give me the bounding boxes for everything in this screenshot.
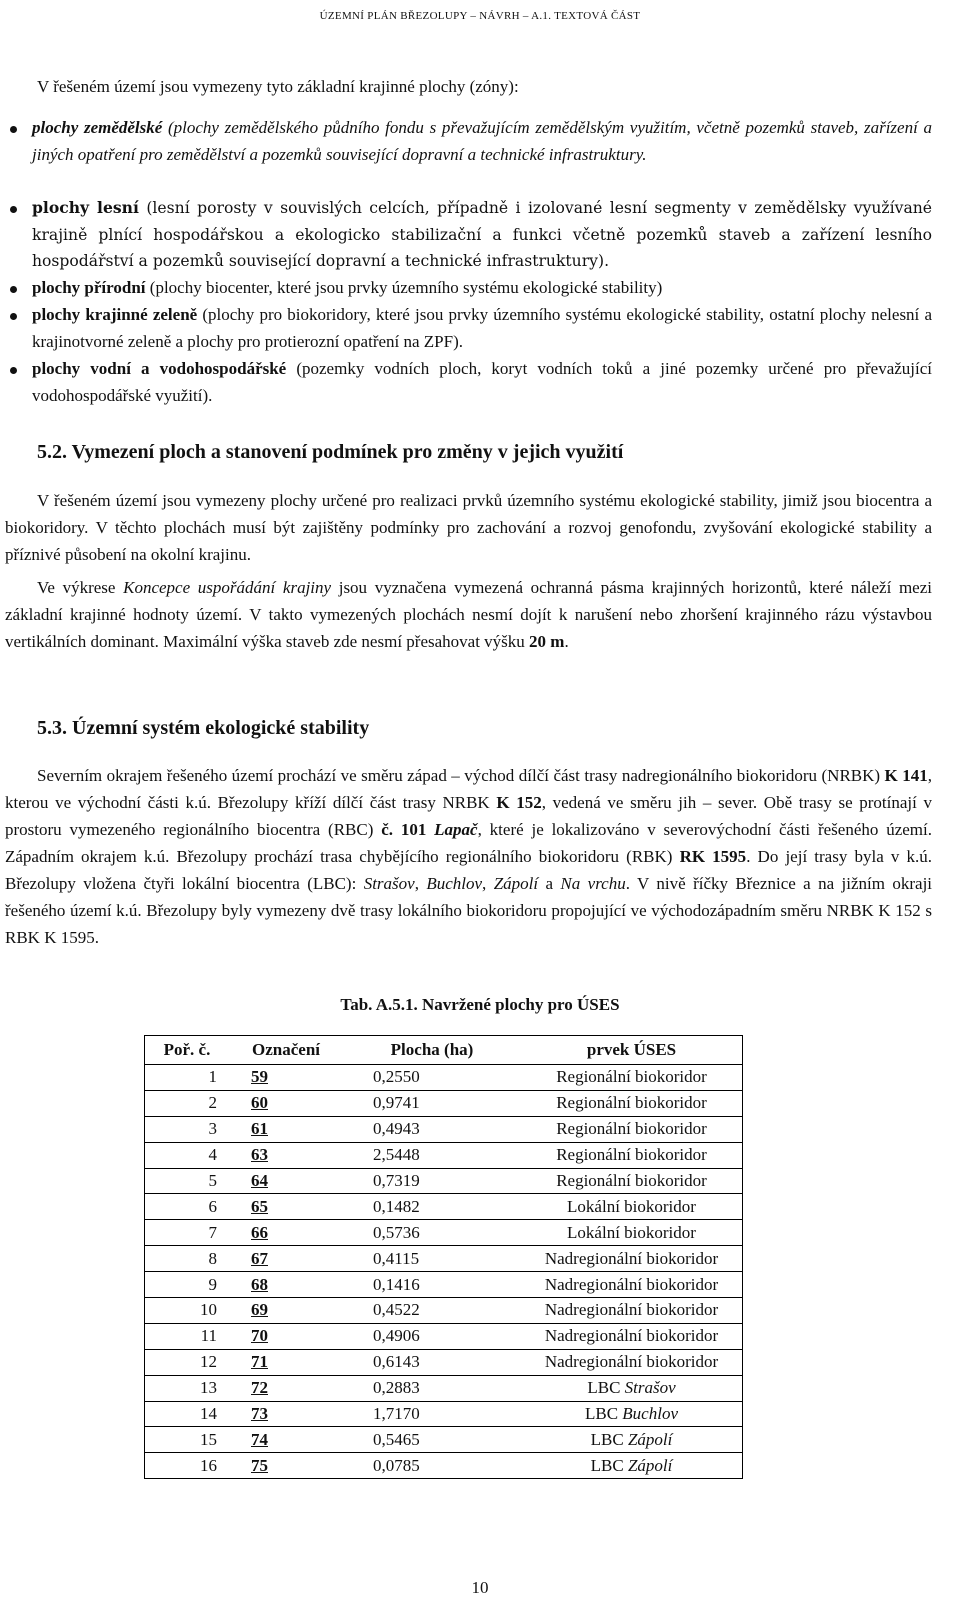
list-item-term: plochy lesní [32, 198, 139, 217]
area-designation: 63 [229, 1142, 343, 1168]
paragraph-text: . [564, 632, 569, 651]
section-5-2-paragraph-1: V řešeném území jsou vymezeny plochy určené pro realizaci prvků územního systému ekologické stability, jimiž jsou biocentra a biokoridory. V těchto plochách musí být zajištěny podmínky pro zachování a rozvoj genofondu, zvyšování ekologické stability a příznivé působení na okolní krajinu. [5, 491, 932, 564]
element-type: Nadregionální biokoridor [544, 1300, 719, 1320]
paragraph-text: , [414, 874, 427, 893]
height-limit: 20 m [529, 632, 565, 651]
uses-element [521, 1246, 743, 1272]
uses-element [521, 1168, 743, 1194]
header-text: ÚZEMNÍ PLÁN BŘEZOLUPY – NÁVRH – A.1. TEXTOVÁ ČÁST [319, 10, 641, 22]
list-item [32, 115, 932, 195]
table-row [145, 1323, 743, 1349]
table-row [145, 1194, 743, 1220]
area-size: 0,9741 [343, 1090, 521, 1116]
bullet-icon [10, 286, 17, 293]
element-type: Lokální biokoridor [567, 1196, 696, 1216]
table-row [145, 1090, 743, 1116]
paragraph-text: Severním okrajem řešeného území prochází ve směru západ – východ dílčí část trasy nadregionálního biokoridoru (NRBK) [37, 766, 885, 785]
area-designation: 66 [229, 1220, 343, 1246]
row-number: 3 [145, 1116, 230, 1142]
list-item-text: (plochy zemědělského půdního fondu s převažujícím zemědělským využitím, včetně pozemků staveb, zařízení a jiných opatření pro zemědělství a pozemků související dopravní a technické infrastruktury. [32, 118, 932, 164]
paragraph-text: a [538, 874, 561, 893]
area-size: 0,1482 [343, 1194, 521, 1220]
list-item-text: (lesní porosty v souvislých celcích, případně i izolované lesní segmenty v zemědělsky využívané krajině plnící hospodářskou a ekologicko stabilizační a funkci včetně pozemků staveb a zařízení lesního hospodářství a pozemků související dopravní a technické infrastruktury). [32, 199, 933, 271]
row-number: 13 [145, 1375, 230, 1401]
paragraph-text: , [482, 874, 494, 893]
paragraph-text: , kterou ve východní části k.ú. Březolupy kříží dílčí část trasy NRBK [5, 766, 932, 812]
table-row [145, 1349, 743, 1375]
area-size: 0,4522 [343, 1298, 521, 1324]
uses-element [521, 1142, 743, 1168]
biocenter-name: Lapač [434, 820, 478, 839]
element-type: LBC [587, 1378, 625, 1398]
table-row [145, 1375, 743, 1401]
area-designation: 60 [229, 1090, 343, 1116]
row-number: 14 [145, 1401, 230, 1427]
list-item [32, 195, 932, 275]
area-designation: 67 [229, 1246, 343, 1272]
area-designation: 59 [229, 1065, 343, 1091]
element-name: Buchlov [622, 1404, 678, 1424]
area-size: 0,6143 [343, 1349, 521, 1375]
running-header [0, 10, 960, 22]
area-designation: 75 [229, 1453, 343, 1479]
column-header: Plocha (ha) [343, 1036, 521, 1065]
table-row [145, 1401, 743, 1427]
bullet-icon [10, 313, 17, 320]
element-type: Nadregionální biokoridor [544, 1352, 719, 1372]
biocenter-name: Na vrchu [560, 874, 626, 893]
column-header: Označení [229, 1036, 343, 1065]
area-size: 0,4906 [343, 1323, 521, 1349]
table-caption: Tab. A.5.1. Navržené plochy pro ÚSES [340, 995, 620, 1014]
list-item [32, 302, 932, 356]
bullet-icon [10, 206, 17, 213]
row-number: 10 [145, 1298, 230, 1324]
corridor-code: K 152 [496, 793, 542, 812]
uses-element [521, 1090, 743, 1116]
uses-element [521, 1194, 743, 1220]
table-row [145, 1168, 743, 1194]
row-number: 16 [145, 1453, 230, 1479]
list-item-text: (plochy pro biokoridory, které jsou prvky územního systému ekologické stability, ostatní plochy nelesní a krajinotvorné zeleně a plochy pro protierozní opatření na ZPF). [32, 305, 932, 351]
element-type: Nadregionální biokoridor [544, 1326, 719, 1346]
intro-text: V řešeném území jsou vymezeny tyto základní krajinné plochy (zóny): [37, 77, 519, 96]
list-item [32, 275, 932, 302]
section-heading-5-2: 5.2. Vymezení ploch a stanovení podmínek pro změny v jejich využití [37, 441, 624, 463]
area-designation: 69 [229, 1298, 343, 1324]
area-size: 0,0785 [343, 1453, 521, 1479]
area-designation: 73 [229, 1401, 343, 1427]
table-row [145, 1453, 743, 1479]
area-designation: 74 [229, 1427, 343, 1453]
element-name: Zápolí [627, 1455, 673, 1475]
list-item-term: plochy krajinné zeleně [32, 305, 198, 324]
element-type: Regionální biokoridor [556, 1171, 707, 1190]
list-item [32, 356, 932, 410]
table-row [145, 1298, 743, 1324]
uses-element [521, 1272, 743, 1298]
area-size: 0,2883 [343, 1375, 521, 1401]
area-size: 0,2550 [343, 1065, 521, 1091]
page-number: 10 [471, 1578, 489, 1597]
table-row [145, 1246, 743, 1272]
biocenter-number: č. 101 [381, 820, 435, 839]
area-designation: 61 [229, 1116, 343, 1142]
map-reference: Koncepce uspořádání krajiny [123, 578, 332, 597]
table-row [145, 1142, 743, 1168]
uses-table [144, 1035, 743, 1479]
uses-element [521, 1323, 743, 1349]
row-number: 9 [145, 1272, 230, 1298]
uses-element [521, 1116, 743, 1142]
uses-element [521, 1220, 743, 1246]
biocenter-name: Strašov [363, 874, 415, 893]
uses-element [521, 1401, 743, 1427]
biocenter-name: Buchlov [426, 874, 483, 893]
list-item-text: (pozemky vodních ploch, koryt vodních toků a jiné pozemky určené pro převažující vodohospodářské využití). [32, 359, 932, 405]
paragraph-text: , vedená ve směru jih – sever. Obě trasy se protínají v prostoru vymezeného regionálního biocentra (RBC) [5, 793, 932, 839]
uses-element [521, 1375, 743, 1401]
row-number: 5 [145, 1168, 230, 1194]
row-number: 11 [145, 1323, 230, 1349]
element-name: Strašov [624, 1378, 676, 1398]
bullet-icon [10, 126, 17, 133]
row-number: 15 [145, 1427, 230, 1453]
bullet-icon [10, 367, 17, 374]
area-size: 0,7319 [343, 1168, 521, 1194]
element-type: LBC [590, 1455, 628, 1475]
row-number: 12 [145, 1349, 230, 1375]
uses-element [521, 1453, 743, 1479]
uses-element [521, 1427, 743, 1453]
section-heading-5-3: 5.3. Územní systém ekologické stability [37, 717, 370, 739]
area-designation: 70 [229, 1323, 343, 1349]
biocenter-name: Zápolí [493, 874, 539, 893]
uses-element [521, 1065, 743, 1091]
area-size: 0,4115 [343, 1246, 521, 1272]
row-number: 1 [145, 1065, 230, 1091]
table-row [145, 1272, 743, 1298]
uses-element [521, 1298, 743, 1324]
table-row [145, 1220, 743, 1246]
list-item-term: plochy vodní a vodohospodářské [32, 359, 287, 378]
area-designation: 65 [229, 1194, 343, 1220]
table-row [145, 1427, 743, 1453]
element-type: Lokální biokoridor [567, 1222, 696, 1242]
paragraph-text: , které je lokalizováno v severovýchodní části řešeného území. Západním okrajem k.ú. Březolupy prochází trasa chybějícího regionálního biokoridoru (RBK) [5, 820, 932, 866]
paragraph-text: jsou vyznačena vymezená ochranná pásma krajinných horizontů, které náleží mezi základní krajinné hodnoty území. V takto vymezených plochách nesmí dojít k narušení nebo zhoršení krajinného rázu výstavbou vertikálních dominant. Maximální výška staveb zde nesmí přesahovat výšku [5, 578, 932, 651]
table-header-row [145, 1036, 743, 1065]
paragraph-text: . Do její trasy byla v k.ú. Březolupy vložena čtyři lokální biocentra (LBC): [5, 847, 932, 893]
zone-list [32, 115, 932, 410]
list-item-term: plochy přírodní [32, 278, 146, 297]
paragraph-text: Ve výkrese [37, 578, 124, 597]
area-designation: 64 [229, 1168, 343, 1194]
element-type: Nadregionální biokoridor [544, 1248, 719, 1268]
area-size: 2,5448 [343, 1142, 521, 1168]
element-type: Regionální biokoridor [556, 1067, 707, 1087]
column-header: Poř. č. [145, 1036, 230, 1065]
area-designation: 72 [229, 1375, 343, 1401]
column-header: prvek ÚSES [521, 1036, 743, 1065]
element-name: Zápolí [627, 1429, 673, 1449]
list-item-text: (plochy biocenter, které jsou prvky územního systému ekologické stability) [145, 278, 663, 297]
area-size: 0,5465 [343, 1427, 521, 1453]
element-type: Nadregionální biokoridor [544, 1274, 719, 1294]
area-designation: 68 [229, 1272, 343, 1298]
row-number: 7 [145, 1220, 230, 1246]
row-number: 6 [145, 1194, 230, 1220]
row-number: 4 [145, 1142, 230, 1168]
area-size: 0,5736 [343, 1220, 521, 1246]
corridor-code: RK 1595 [679, 847, 747, 866]
area-designation: 71 [229, 1349, 343, 1375]
uses-element [521, 1349, 743, 1375]
element-type: LBC [590, 1429, 628, 1449]
row-number: 2 [145, 1090, 230, 1116]
section-5-2-paragraph-2 [5, 574, 932, 655]
element-type: Regionální biokoridor [556, 1093, 707, 1113]
table-row [145, 1065, 743, 1091]
paragraph-text: . V nivě říčky Březnice a na jižním okraji řešeného území k.ú. Březolupy byly vymezeny dvě trasy lokálního biokoridoru propojující ve východozápadním směru NRBK K 152 s RBK K 1595. [5, 874, 933, 947]
area-size: 0,1416 [343, 1272, 521, 1298]
element-type: Regionální biokoridor [556, 1119, 707, 1139]
element-type: Regionální biokoridor [556, 1145, 707, 1165]
row-number: 8 [145, 1246, 230, 1272]
area-size: 1,7170 [343, 1401, 521, 1427]
element-type: LBC [584, 1404, 623, 1424]
corridor-code: K 141 [884, 766, 928, 785]
table-row [145, 1116, 743, 1142]
section-5-3-paragraph [5, 762, 932, 951]
list-item-term: plochy zemědělské [32, 118, 163, 137]
area-size: 0,4943 [343, 1116, 521, 1142]
